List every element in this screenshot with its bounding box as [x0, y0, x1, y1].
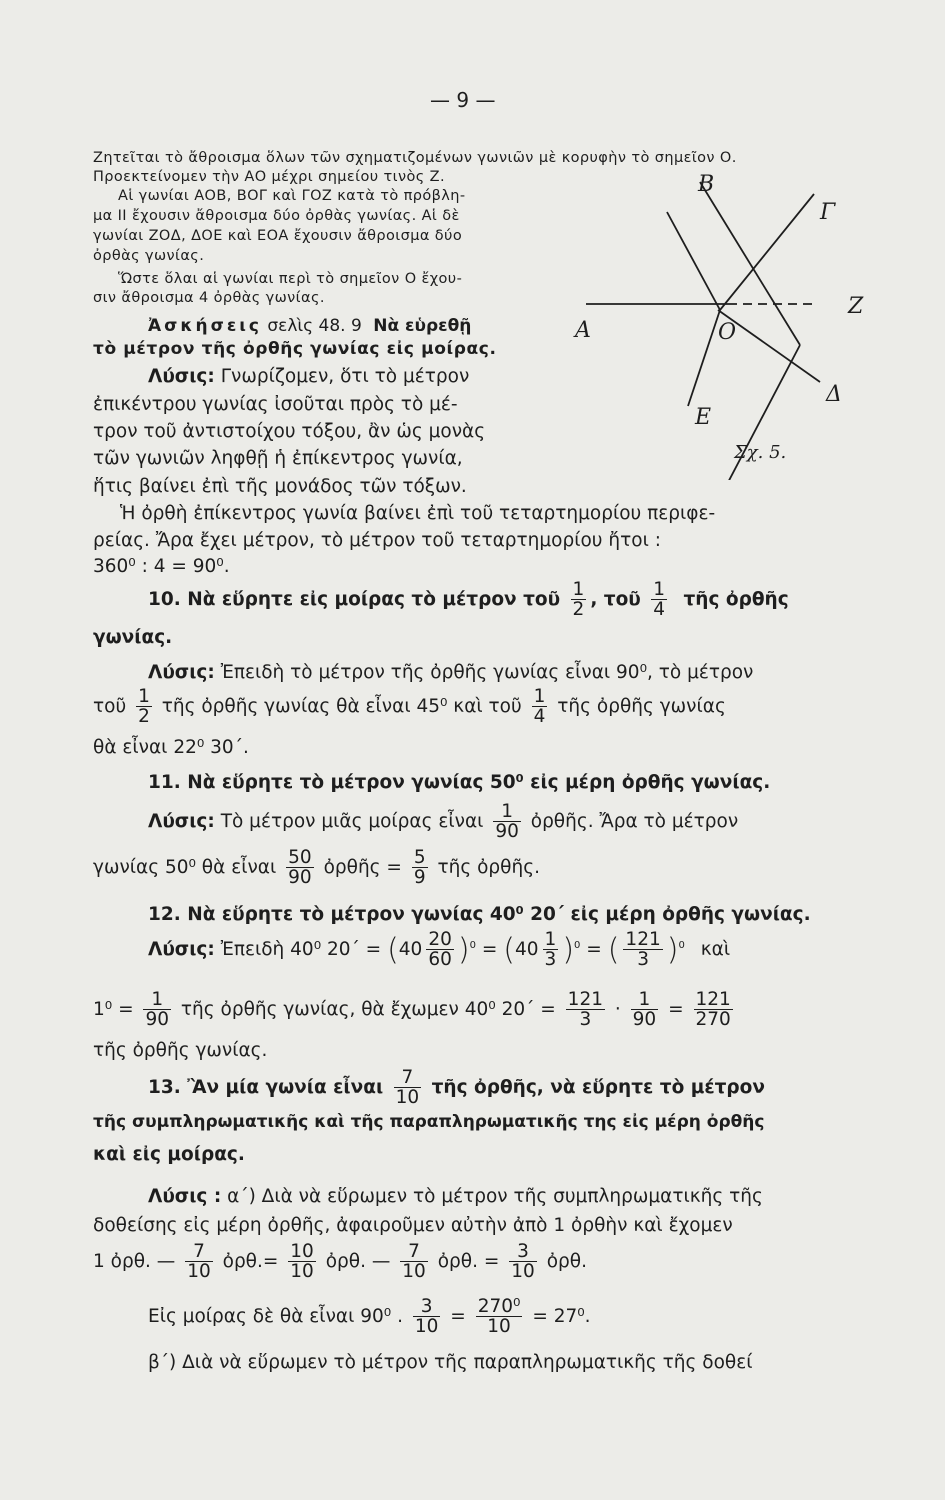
ex12-frac7-den: 270 — [695, 1009, 731, 1031]
label-a: A — [575, 318, 591, 343]
intro-line-2: Προεκτείνομεν τὴν ΑΟ μέχρι σημείου τινὸς Ζ. — [93, 169, 445, 185]
ex12-sol-label: Λύσις: — [148, 938, 215, 960]
ex12-p2a: 40 — [514, 938, 539, 960]
ex9-head-c: Νὰ εὑρεθῇ — [373, 316, 472, 336]
ex13-sol-label: Λύσις : — [148, 1186, 222, 1207]
ex13-eq-a: 1 ὀρθ. — — [93, 1250, 176, 1272]
ex12-frac1-num: 20 — [428, 929, 452, 950]
intro-line-3: Αἱ γωνίαι ΑΟΒ, ΒΟΓ καὶ ΓΟΖ κατὰ τὸ πρόβλη- — [118, 188, 466, 204]
ex12-frac5-num: 121 — [567, 989, 603, 1010]
ex13-sol-text-1: α΄) Διὰ νὰ εὕρωμεν τὸ μέτρον τῆς συμπληρωματικῆς τῆς — [227, 1186, 763, 1207]
ex10-q-c: τῆς ὀρθῆς — [683, 588, 789, 610]
ex13-frac4-num: 7 — [408, 1241, 420, 1262]
ex13-sol-line-3: β΄) Διὰ νὰ εὕρωμεν τὸ μέτρον τῆς παραπληρωματικῆς τῆς δοθεί — [148, 1352, 753, 1373]
ex9-sol-line-5: ἥτις βαίνει ἐπὶ τῆς μονάδος τῶν τόξων. — [93, 476, 467, 497]
ex10-sol-label: Λύσις: — [148, 662, 215, 683]
ex13-q-a: 13. Ἂν μία γωνία εἶναι — [148, 1076, 384, 1098]
ex12-sol-1b: καὶ — [700, 938, 731, 960]
ex13-q-b: τῆς ὀρθῆς, νὰ εὕρητε τὸ μέτρον — [431, 1076, 765, 1098]
ex9-sol-line-1 — [148, 366, 469, 387]
ex12-sol-1a: Ἐπειδὴ 40⁰ 20΄ = — [220, 938, 382, 960]
ex10-sol-line-2 — [93, 687, 726, 727]
ex13-question-line-1 — [148, 1068, 765, 1108]
ex10-question-line-2: γωνίας. — [93, 627, 173, 648]
ex9-sol-text-1: Γνωρίζομεν, ὅτι τὸ μέτρον — [220, 366, 470, 387]
ex10-sol-line-1 — [148, 662, 753, 683]
ex12-frac2-den: 3 — [544, 949, 557, 971]
ex9-sol-line-8: 360⁰ : 4 = 90⁰. — [93, 556, 230, 577]
ex13-frac5-num: 3 — [517, 1241, 529, 1262]
ex10-q-b: , τοῦ — [590, 588, 641, 610]
ex13-frac1-num: 7 — [401, 1067, 414, 1088]
ex13-eq-e: ὀρθ. — [546, 1250, 587, 1272]
ex13-frac7-num: 270⁰ — [477, 1296, 521, 1317]
ex10-frac3-den: 2 — [138, 706, 150, 728]
ex10-q-a: 10. Νὰ εὕρητε εἰς μοίρας τὸ μέτρον τοῦ — [148, 588, 561, 610]
intro-line-6: ὀρθὰς γωνίας. — [93, 248, 205, 264]
ex13-frac2-den: 10 — [187, 1261, 211, 1283]
figure-caption: Σχ. 5. — [734, 442, 787, 463]
ex13-question-line-3: καὶ εἰς μοίρας. — [93, 1144, 245, 1165]
intro-line-8: σιν ἄθροισμα 4 ὀρθὰς γωνίας. — [93, 290, 325, 306]
label-b: B — [698, 172, 715, 197]
ex13-deg-a: Εἰς μοίρας δὲ θὰ εἶναι 90⁰ . — [148, 1305, 403, 1327]
ex13-eq-c: ὀρθ. — — [325, 1250, 391, 1272]
ex12-frac4-num: 1 — [151, 989, 164, 1010]
ex11-frac2-den: 90 — [288, 867, 312, 889]
ex11-sol-2b: ὀρθῆς = — [323, 856, 402, 878]
ex12-dot: · — [614, 998, 621, 1020]
ex13-eq-b: ὀρθ.= — [222, 1250, 279, 1272]
ex12-sol-line-2 — [93, 990, 737, 1030]
ex10-frac4-den: 4 — [533, 706, 546, 728]
ex9-heading-line-2: τὸ μέτρον τῆς ὀρθῆς γωνίας εἰς μοίρας. — [93, 339, 497, 359]
ex13-deg-b: = — [450, 1305, 466, 1327]
ex12-line2b: τῆς ὀρθῆς γωνίας, θὰ ἔχωμεν 40⁰ 20΄ = — [180, 998, 556, 1020]
ex11-frac3-den: 9 — [413, 867, 426, 889]
ex13-question-line-2: τῆς συμπληρωματικῆς καὶ τῆς παραπληρωματικῆς της εἰς μέρη ὀρθῆς — [93, 1112, 765, 1132]
ex13-deg-c: = 27⁰. — [532, 1305, 591, 1327]
ex10-question-line-1 — [148, 580, 789, 620]
ex11-sol-line-1 — [148, 802, 738, 842]
ex11-sol-line-2 — [93, 848, 540, 888]
ex12-frac6-num: 1 — [638, 989, 651, 1010]
ex12-frac5-den: 3 — [566, 1009, 605, 1029]
label-z: Z — [848, 294, 864, 319]
ex13-degrees-line — [148, 1297, 591, 1337]
ex9-sol-line-2: ἐπικέντρου γωνίας ἰσοῦται πρὸς τὸ μέ- — [93, 394, 458, 415]
ex10-frac1-den: 2 — [572, 599, 585, 621]
ex13-equation-line — [93, 1242, 587, 1282]
ex11-sol-2c: τῆς ὀρθῆς. — [437, 856, 540, 878]
ex13-eq-d: ὀρθ. = — [437, 1250, 500, 1272]
ex13-sol-line-2: δοθείσης εἰς μέρη ὀρθῆς, ἀφαιροῦμεν αὐτὴν ἀπὸ 1 ὀρθὴν καὶ ἔχομεν — [93, 1215, 733, 1236]
ex12-line2a: 1⁰ = — [93, 998, 134, 1020]
ex11-question: 11. Νὰ εὕρητε τὸ μέτρον γωνίας 50⁰ εἰς μέρη ὀρθῆς γωνίας. — [148, 772, 771, 793]
ex9-sol-line-6: Ἡ ὀρθὴ ἐπίκεντρος γωνία βαίνει ἐπὶ τοῦ τεταρτημορίου περιφε- — [120, 503, 716, 524]
ex13-frac2-num: 7 — [193, 1241, 205, 1262]
ex11-frac1-num: 1 — [501, 801, 513, 822]
intro-line-7: Ὥστε ὅλαι αἱ γωνίαι περὶ τὸ σημεῖον Ο ἔχου- — [118, 271, 463, 287]
label-gamma: Γ — [820, 200, 836, 225]
ex11-sol-label: Λύσις: — [148, 810, 215, 832]
ex13-frac3-num: 10 — [290, 1241, 314, 1262]
ex9-sol-line-4: τῶν γωνιῶν ληφθῇ ἡ ἐπίκεντρος γωνία, — [93, 448, 463, 469]
ex12-frac6-den: 90 — [632, 1009, 657, 1031]
ex11-sol-2a: γωνίας 50⁰ θὰ εἶναι — [93, 856, 277, 878]
ray-oe — [688, 310, 720, 406]
ex12-frac1-den: 60 — [428, 949, 452, 971]
ex9-head-a: Ἀσκήσεις — [148, 316, 262, 336]
ex10-frac2-num: 1 — [653, 579, 666, 600]
ex13-frac7-den: 10 — [476, 1316, 523, 1336]
ex10-sol-2a: τοῦ — [93, 695, 127, 717]
ex12-p1a: 40 — [398, 938, 423, 960]
label-o: O — [718, 320, 737, 345]
ex13-frac6-num: 3 — [420, 1296, 433, 1317]
intro-line-4: μα ΙΙ ἔχουσιν ἄθροισμα δύο ὀρθὰς γωνίας. Αἱ δὲ — [93, 208, 460, 224]
ex11-frac1-den: 90 — [495, 821, 519, 843]
ray-o-b — [667, 212, 720, 310]
ex10-sol-line-3: θὰ εἶναι 22⁰ 30΄. — [93, 737, 249, 758]
ex12-eq2: = — [586, 938, 602, 960]
ex13-frac4-den: 10 — [402, 1261, 426, 1283]
ex12-deg-2: 0 — [574, 939, 581, 951]
ex11-sol-1a: Τὸ μέτρον μιᾶς μοίρας εἶναι — [220, 810, 484, 832]
ex13-frac6-den: 10 — [414, 1316, 439, 1338]
ex10-frac4-num: 1 — [533, 686, 546, 707]
ex10-sol-2b: τῆς ὀρθῆς γωνίας θὰ εἶναι 45⁰ καὶ τοῦ — [161, 695, 522, 717]
ex12-frac3-den: 3 — [623, 949, 662, 969]
label-e: E — [695, 405, 712, 430]
ex12-frac3-num: 121 — [625, 929, 661, 950]
ex10-frac1-num: 1 — [572, 579, 585, 600]
ex13-frac5-den: 10 — [511, 1261, 535, 1283]
ex12-eq3: = — [668, 998, 684, 1020]
label-delta: Δ — [826, 382, 842, 407]
ex12-frac7-num: 121 — [695, 989, 731, 1010]
ex12-question: 12. Νὰ εὕρητε τὸ μέτρον γωνίας 40⁰ 20΄ εἰς μέρη ὀρθῆς γωνίας. — [148, 904, 811, 925]
ex10-sol-text-1: Ἐπειδὴ τὸ μέτρον τῆς ὀρθῆς γωνίας εἶναι 90⁰, τὸ μέτρον — [220, 662, 754, 683]
ex10-sol-2c: τῆς ὀρθῆς γωνίας — [557, 695, 726, 717]
ex9-sol-label: Λύσις: — [148, 366, 215, 387]
ex9-head-b: σελὶς 48. 9 — [267, 316, 362, 336]
ex10-frac2-den: 4 — [653, 599, 666, 621]
ex12-deg-3: 0 — [678, 939, 685, 951]
intro-line-5: γωνίαι ΖΟΔ, ΔΟΕ καὶ ΕΟΑ ἔχουσιν ἄθροισμα δύο — [93, 228, 463, 244]
ex12-sol-line-1: Λύσις: Ἐπειδὴ 40⁰ 20΄ = (40 $\frac{20}{60}$ )$^0$ = (40 $\frac{1}{3}$ )$^0$ = ( $\frac{121}{3}$ )$^0$ καὶ — [148, 929, 731, 971]
ex9-sol-line-7: ρείας. Ἄρα ἔχει μέτρον, τὸ μέτρον τοῦ τεταρτημορίου ἤτοι : — [93, 530, 661, 551]
ex11-frac3-num: 5 — [413, 847, 426, 868]
ray-ob — [700, 182, 800, 345]
intro-line-1: Ζητεῖται τὸ ἄθροισμα ὅλων τῶν σχηματιζομένων γωνιῶν μὲ κορυφὴν τὸ σημεῖον Ο. — [93, 150, 737, 166]
ex13-frac3-den: 10 — [290, 1261, 314, 1283]
ex12-frac4-den: 90 — [145, 1009, 170, 1031]
page-number: — 9 — — [430, 88, 496, 112]
ex13-sol-line-1 — [148, 1186, 763, 1207]
ex12-sol-line-3: τῆς ὀρθῆς γωνίας. — [93, 1040, 268, 1061]
ex11-frac2-num: 50 — [288, 847, 312, 868]
ex11-sol-1b: ὀρθῆς. Ἄρα τὸ μέτρον — [530, 810, 739, 832]
ex12-frac2-num: 1 — [544, 929, 557, 950]
ex9-sol-line-3: τρον τοῦ ἀντιστοίχου τόξου, ἂν ὡς μονὰς — [93, 421, 486, 442]
ex12-deg-1: 0 — [469, 939, 476, 951]
ex10-frac3-num: 1 — [138, 686, 150, 707]
ex9-heading-line-1 — [148, 316, 471, 336]
ex13-frac1-den: 10 — [395, 1087, 420, 1109]
ex12-eq1: = — [481, 938, 498, 960]
